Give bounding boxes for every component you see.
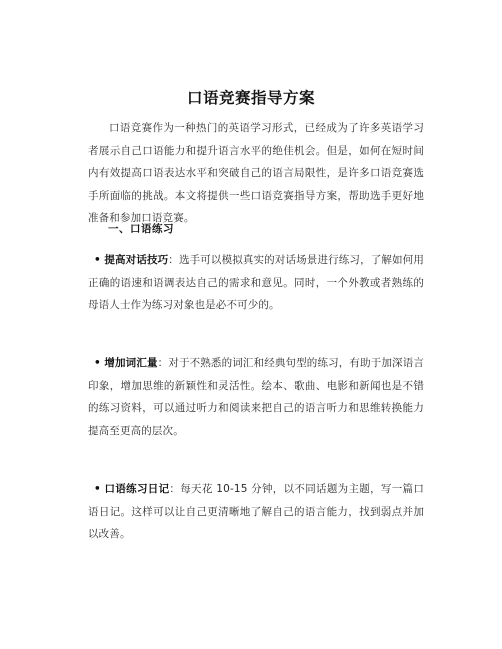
bullet-marker: • [94,483,101,495]
bullet-separator: ： [168,254,179,266]
bullet-separator: ： [169,483,181,495]
document-title: 口语竞赛指导方案 [186,89,315,107]
section-heading: 一、口语练习 [108,223,174,235]
bullet-item-practice-diary [88,478,424,546]
bullet-term: 增加词汇量 [104,357,158,369]
bullet-text: 选手可以模拟真实的对话场景进行练习，了解如何用正确的语速和语调表达自己的需求和意见。同时，一个外教或者熟练的母语人士作为练习对象也是必不可少的。 [88,254,424,311]
bullet-term: 口语练习日记 [104,483,170,495]
bullet-text: 每天花 10-15 分钟，以不同话题为主题，写一篇口语日记。这样可以让自己更清晰地了解自己的语言能力，找到弱点并加以改善。 [88,483,424,540]
bullet-item-vocabulary [88,352,424,442]
bullet-item-dialogue-skills [88,249,424,317]
bullet-term: 提高对话技巧 [104,254,169,266]
intro-paragraph: 口语竞赛作为一种热门的英语学习形式，已经成为了许多英语学习者展示自己口语能力和提升语言水平的绝佳机会。但是，如何在短时间内有效提高口语表达水平和突破自己的语言局限性，是许多口语竞赛选手所面临的挑战。本文将提供一些口语竞赛指导方案，帮助选手更好地准备和参加口语竞赛。 [88,122,424,224]
bullet-text: 对于不熟悉的词汇和经典句型的练习，有助于加深语言印象，增加思维的新颖性和灵活性。绘本、歌曲、电影和新闻也是不错的练习资料，可以通过听力和阅读来把自己的语言听力和思维转换能力提高至更高的层次。 [88,357,424,437]
bullet-marker: • [94,357,101,369]
bullet-separator: ： [157,357,169,369]
bullet-marker: • [94,254,101,266]
